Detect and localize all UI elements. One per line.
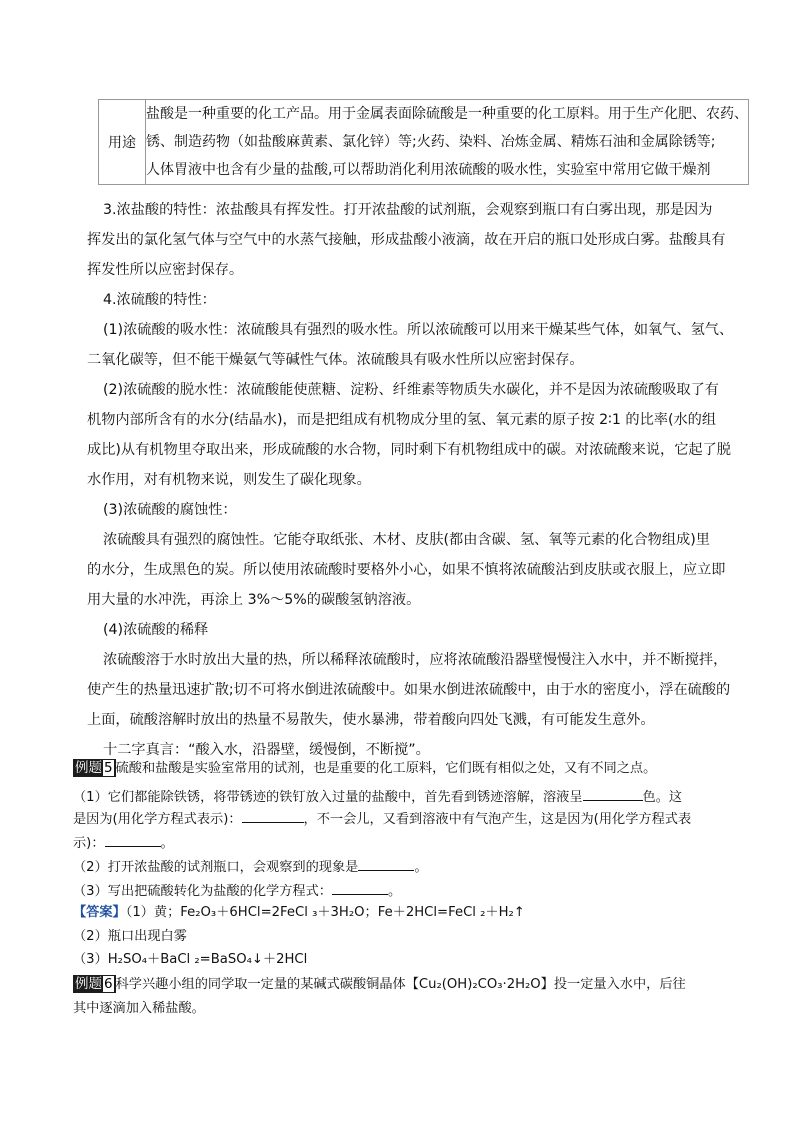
- example-5-q1-text-end: 色。这: [642, 790, 683, 805]
- answer-blank[interactable]: [358, 856, 414, 871]
- example-5-q1-line-2: [73, 808, 691, 830]
- usage-table: [98, 99, 749, 185]
- example-5-q1b-text: 是因为(用化学方程式表示)：: [73, 812, 242, 827]
- answer-1-text: （1）黄；Fe₂O₃＋6HCl=2FeCl ₃＋3H₂O；Fe＋2HCl=FeCl ₂＋H₂↑: [125, 905, 525, 920]
- example-5-tag: 例题 5: [73, 759, 116, 777]
- example-5-q1-line-1: [73, 786, 682, 808]
- example-5-q1b-text-mid: ，不一会儿，又看到溶液中有气泡产生，这是因为(用化学方程式表: [303, 812, 692, 827]
- para-4-3-line-1: 浓硫酸具有强烈的腐蚀性。它能夺取纸张、木材、皮肤(都由含碳、氢、氧等元素的化合物组成)里: [103, 532, 710, 548]
- example-6-stem-line-2: 其中逐滴加入稀盐酸。: [73, 1001, 205, 1016]
- usage-label: 用途: [99, 100, 146, 185]
- para-3-line-1: 3.浓盐酸的特性：浓盐酸具有挥发性。打开浓盐酸的试剂瓶，会观察到瓶口有白雾出现，那是因为: [103, 202, 713, 218]
- example-5-q1-text: （1）它们都能除铁锈，将带锈迹的铁钉放入过量的盐酸中，首先看到锈迹溶解，溶液呈: [73, 790, 583, 805]
- heading-4-3: (3)浓硫酸的腐蚀性：: [103, 502, 237, 518]
- heading-4-4: (4)浓硫酸的稀释: [103, 622, 209, 638]
- example-6-number: 6: [104, 976, 113, 992]
- usage-line-2: 锈、制造药物（如盐酸麻黄素、氯化锌）等;火药、染料、冶炼金属、精炼石油和金属除锈等;: [146, 134, 716, 150]
- para-4-3-line-2: 的水分，生成黑色的炭。所以使用浓硫酸时要格外小心，如果不慎将浓硫酸沾到皮肤或衣服上，应立即: [87, 562, 726, 578]
- example-5-q1-line-3: [73, 832, 174, 854]
- answer-blank[interactable]: [332, 880, 388, 895]
- example-5-q1c-text: 示)：: [73, 836, 105, 851]
- example-5-q1c-text-end: 。: [160, 836, 174, 851]
- example-5-q2-text: （2）打开浓盐酸的试剂瓶口，会观察到的现象是: [73, 860, 359, 875]
- example-5-stem: 硫酸和盐酸是实验室常用的试剂，也是重要的化工原料，它们既有相似之处，又有不同之点。: [115, 761, 657, 776]
- para-4-4-line-1: 浓硫酸溶于水时放出大量的热，所以稀释浓硫酸时，应将浓硫酸沿器壁慢慢注入水中，并不断搅拌，: [103, 652, 728, 668]
- para-4-2-line-1: (2)浓硫酸的脱水性：浓硫酸能使蔗糖、淀粉、纤维素等物质失水碳化，并不是因为浓硫酸吸取了有: [103, 382, 719, 398]
- example-6-stem-line: [73, 975, 686, 995]
- example-6-stem: 科学兴趣小组的同学取一定量的某碱式碳酸铜晶体【Cu₂(OH)₂CO₃·2H₂O】投一定量入水中，后往: [115, 977, 686, 992]
- example-5-q3: [73, 880, 401, 902]
- example-5-q2-text-end: 。: [414, 860, 428, 875]
- example-5-answer-1: [73, 903, 525, 923]
- example-5-q2: [73, 856, 428, 878]
- example-5-number: 5: [104, 760, 113, 776]
- para-4-1-line-2: 二氧化碳等，但不能干燥氨气等碱性气体。浓硫酸具有吸水性所以应密封保存。: [87, 352, 584, 368]
- para-3-line-2: 挥发出的氯化氢气体与空气中的水蒸气接触，形成盐酸小液滴，故在开启的瓶口处形成白雾。盐酸具有: [87, 232, 726, 248]
- para-4-1-line-1: (1)浓硫酸的吸水性：浓硫酸具有强烈的吸水性。所以浓硫酸可以用来干燥某些气体，如氧气、氢气、: [103, 322, 734, 338]
- para-4-3-line-3: 用大量的水冲洗，再涂上 3%～5%的碳酸氢钠溶液。: [87, 592, 421, 608]
- usage-line-1: 盐酸是一种重要的化工产品。用于金属表面除硫酸是一种重要的化工原料。用于生产化肥、农药、: [146, 106, 748, 122]
- example-5-answer-3: （3）H₂SO₄＋BaCl ₂=BaSO₄↓＋2HCl: [73, 952, 308, 967]
- twelve-word-motto: 十二字真言：“酸入水，沿器壁，缓慢倒，不断搅”。: [103, 742, 430, 758]
- para-4-4-line-2: 使产生的热量迅速扩散;切不可将水倒进浓硫酸中。如果水倒进浓硫酸中，由于水的密度小，浮在硫酸的: [87, 682, 731, 698]
- para-4-2-line-2: 机物内部所含有的水分(结晶水)，而是把组成有机物成分里的氢、氧元素的原子按 2∶1 的比率(水的组: [87, 412, 717, 428]
- para-4-2-line-4: 水作用，对有机物来说，则发生了碳化现象。: [87, 472, 371, 488]
- heading-4: 4.浓硫酸的特性：: [103, 292, 216, 308]
- answer-blank[interactable]: [242, 808, 304, 823]
- example-5-answer-2: （2）瓶口出现白雾: [73, 929, 187, 944]
- answer-blank[interactable]: [583, 786, 643, 801]
- answer-label: 【答案】: [73, 905, 126, 920]
- example-6-tag: 例题 6: [73, 975, 116, 993]
- para-4-2-line-3: 成比)从有机物里夺取出来，形成硫酸的水合物，同时剩下有机物组成中的碳。对浓硫酸来说，它起了脱: [87, 442, 731, 458]
- usage-content: [146, 100, 749, 185]
- para-4-4-line-3: 上面，硫酸溶解时放出的热量不易散失，使水暴沸，带着酸向四处飞溅，有可能发生意外。: [87, 712, 655, 728]
- example-5-stem-line: [73, 759, 656, 779]
- example-5-q3-text-end: 。: [387, 884, 402, 899]
- answer-blank[interactable]: [105, 832, 161, 847]
- para-3-line-3: 挥发性所以应密封保存。: [87, 262, 244, 278]
- example-5-q3-text: （3）写出把硫酸转化为盐酸的化学方程式：: [73, 884, 332, 899]
- usage-line-3: 人体胃液中也含有少量的盐酸,可以帮助消化利用浓硫酸的吸水性，实验室中常用它做干燥剂: [146, 162, 711, 178]
